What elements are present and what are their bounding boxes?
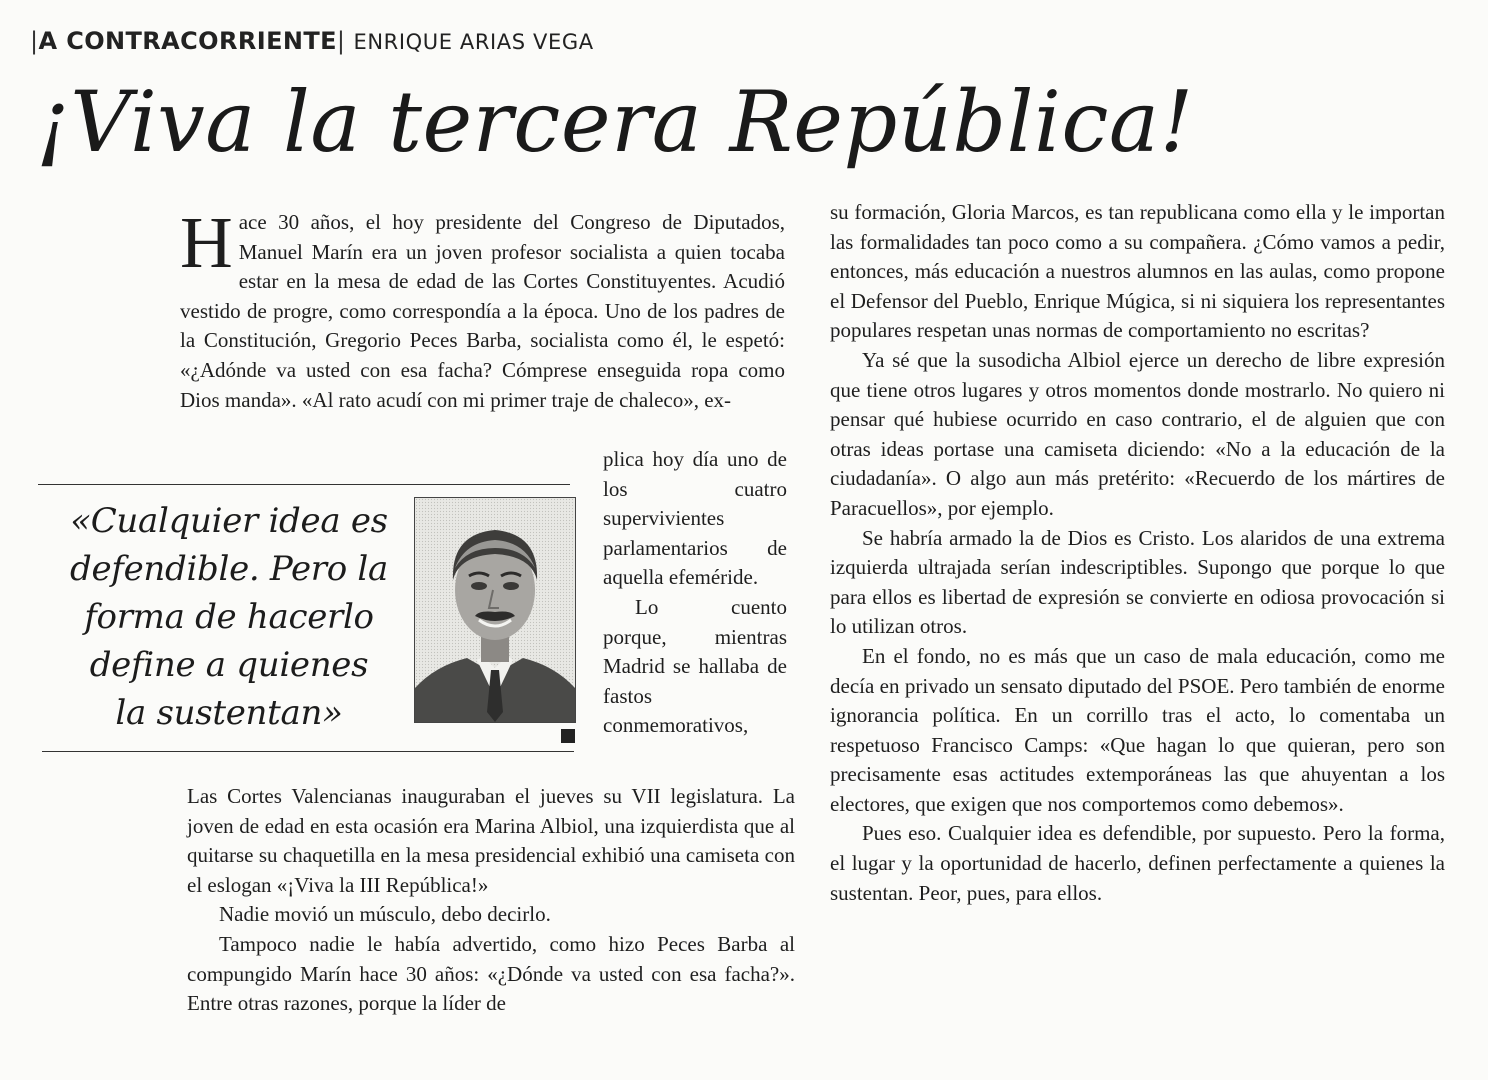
paragraph-1-text: ace 30 años, el hoy presidente del Congreso de Diputados, Manuel Marín era un joven profesor socialista a quien tocaba estar en la mesa de edad de las Cortes Constituyentes. Acudió vestido de progre, como correspondía a la época. Uno de los padres de la Constitución, Gregorio Peces Barba, socialista como él, le espetó: «¿Adónde va usted con esa facha? Cómprese enseguida ropa como Dios manda». «Al rato acudí con mi primer traje de chaleco», ex- (180, 210, 785, 412)
paragraph-1-continued: plica hoy día uno de los cuatro supervivientes parlamentarios de aquella efeméride. (603, 447, 787, 590)
headline: ¡Viva la tercera República! (36, 73, 1194, 171)
paragraph-5: su formación, Gloria Marcos, es tan republicana como ella y le importan las formalidades tan poco como a su compañera. ¿Cómo vamos a pedir, entonces, más educación a nuestros alumnos en las aulas, como propone el Defensor del Pueblo, Enrique Múgica, si ni siquiera los representantes populares respetan unas normas de comportamiento no escritas? (830, 200, 1445, 343)
paragraph-2: Lo cuento porque, mientras Madrid se hallaba de fastos conmemorativos, (603, 594, 787, 738)
drop-cap: H (180, 202, 233, 283)
column-kicker (30, 22, 594, 60)
column-1-narrow (603, 445, 787, 741)
column-1-top (180, 202, 785, 415)
paragraph-1 (180, 202, 785, 415)
column-2 (830, 198, 1445, 908)
kicker-bar-open: | (30, 27, 39, 55)
paragraph-3: Nadie movió un músculo, debo decirlo. (219, 902, 551, 927)
author-photo (414, 497, 576, 723)
paragraph-7: Se habría armado la de Dios es Cristo. Los alaridos de una extrema izquierda ultrajada serían indescriptibles. Supongo que porque lo que para ellos es libertad de expresión se convierte en odiosa provocación si lo utilizan otros. (830, 525, 1445, 639)
column-1-bottom (187, 782, 795, 1019)
paragraph-9: Pues eso. Cualquier idea es defendible, por supuesto. Pero la forma, el lugar y la oportunidad de hacerlo, definen perfectamente a quienes la sustentan. Peor, pues, para ellos. (830, 821, 1445, 905)
paragraph-6: Ya sé que la susodicha Albiol ejerce un derecho de libre expresión que tiene otros lugares y otros momentos donde mostrarlo. No quiero ni pensar qué hubiese ocurrido en caso contrario, el de alguien que con otras ideas portase una camiseta diciendo: «No a la educación de la ciudadanía». O algo aun más pretérito: «Recuerdo de los mártires de Paracuellos», por ejemplo. (830, 347, 1445, 520)
pull-quote-rule-bottom (42, 751, 574, 752)
author-portrait-icon (415, 498, 575, 722)
kicker-bar-close: | (336, 27, 346, 55)
paragraph-2-continued: Las Cortes Valencianas inauguraban el jueves su VII legislatura. La joven de edad en esta ocasión era Marina Albiol, una izquierdista que al quitarse su chaquetilla en la mesa presidencial exhibió una camiseta con el eslogan «¡Viva la III República!» (187, 784, 795, 897)
pull-quote: «Cualquier idea es defendible. Pero la forma de hacerlo define a quienes la sustentan» (70, 501, 388, 733)
pull-quote-rule-top (38, 484, 570, 485)
author-name: ENRIQUE ARIAS VEGA (353, 30, 594, 54)
section-name: A CONTRACORRIENTE (38, 27, 337, 55)
end-square-mark (561, 729, 575, 743)
paragraph-8: En el fondo, no es más que un caso de mala educación, como me decía en privado un sensato diputado del PSOE. Pero también de enorme ignorancia política. En un corrillo tras el acto, lo comentaba un respetuoso Francisco Camps: «Que hagan lo que quieran, pero son precisamente esas actitudes extemporáneas las que ahuyentan a los electores, que exigen que nos comportemos como debemos». (830, 643, 1445, 816)
paragraph-4: Tampoco nadie le había advertido, como hizo Peces Barba al compungido Marín hace 30 años: «¿Dónde va usted con esa facha?». Entre otras razones, porque la líder de (187, 931, 795, 1016)
